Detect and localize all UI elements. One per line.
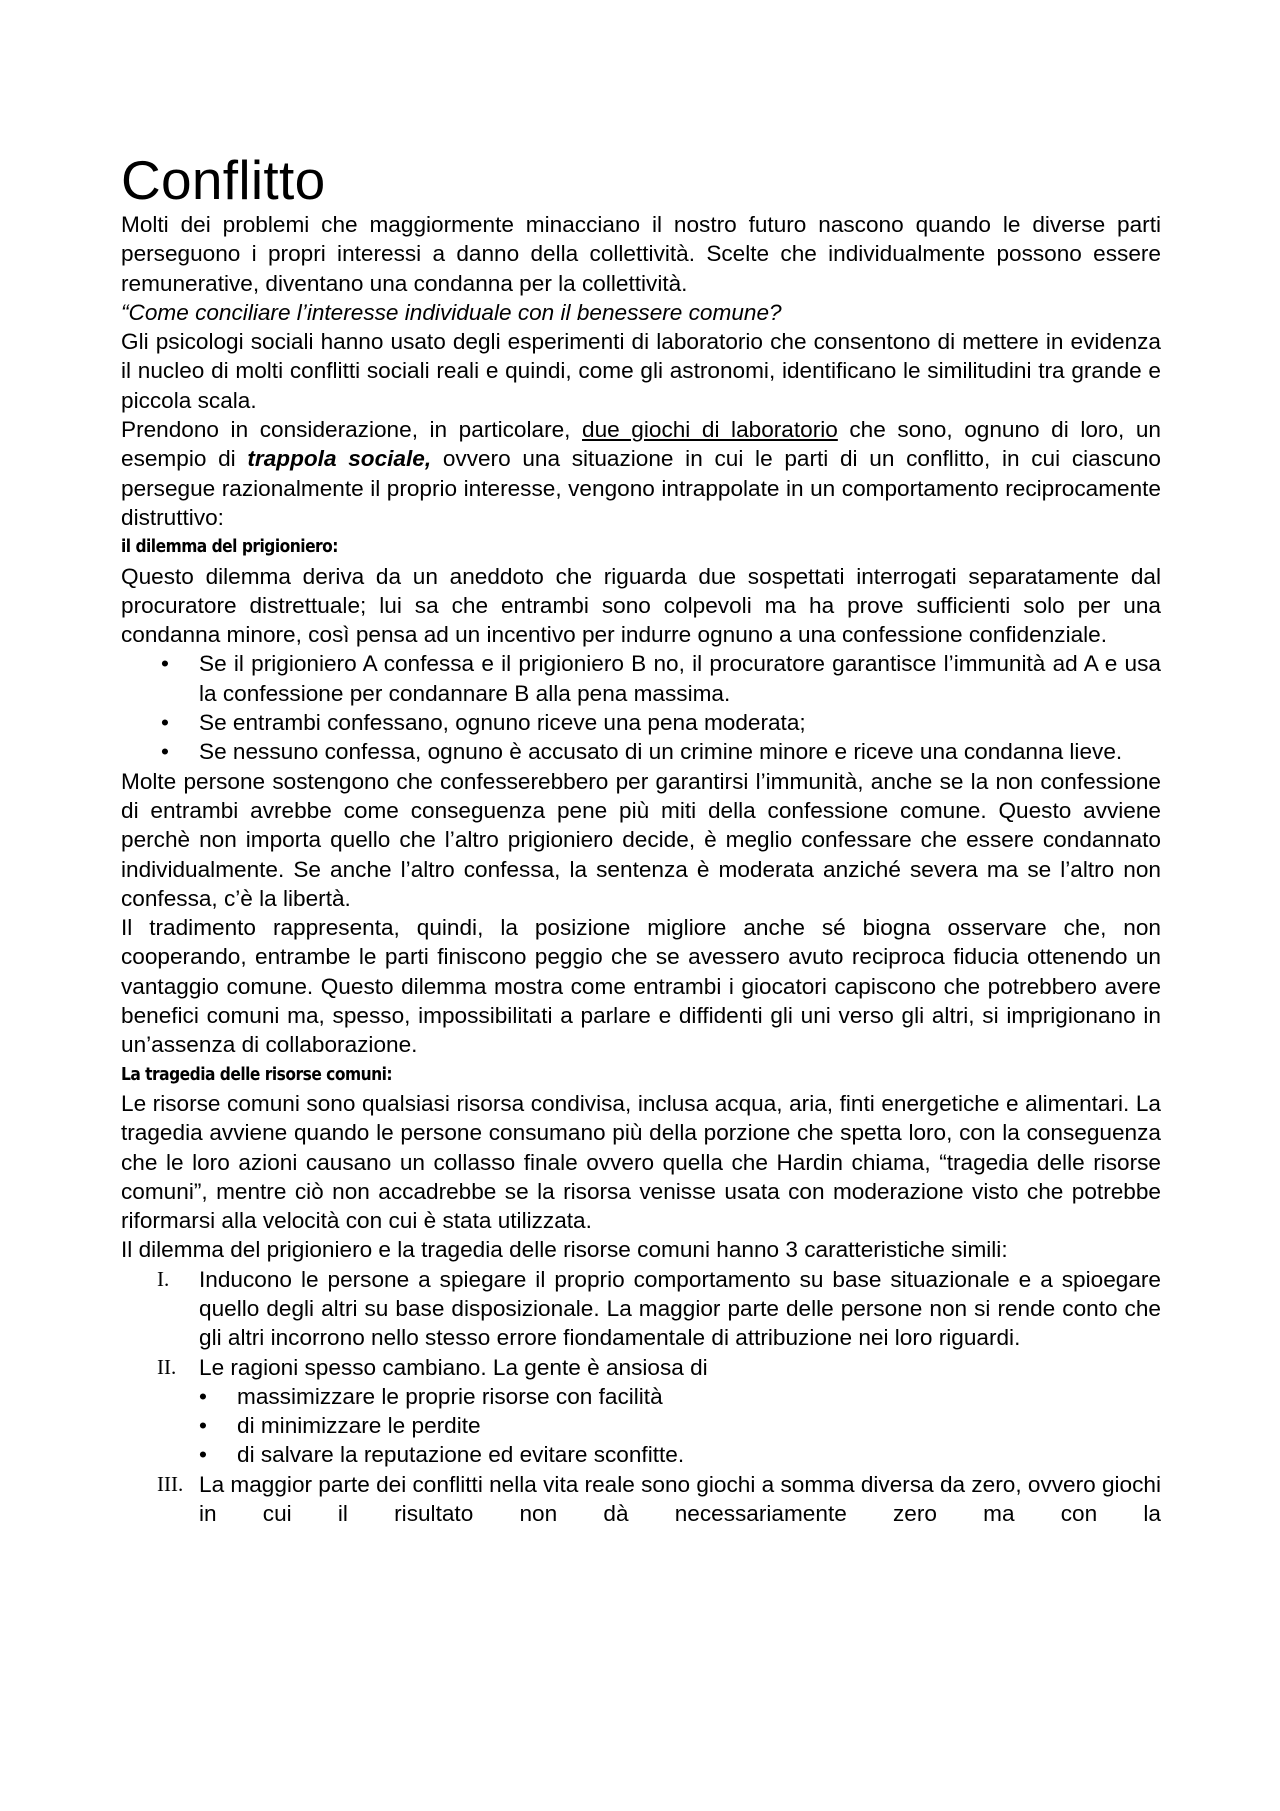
prisoner-paragraph: Questo dilemma deriva da un aneddoto che riguarda due sospettati interrogati separatamente dal procuratore distrettuale; lui sa che entrambi sono colpevoli ma ha prove sufficienti solo per una condanna minore, così pensa ad un incentivo per indurre ognuno a una confessione confidenziale. bbox=[121, 563, 1161, 648]
commons-paragraph-2: Il dilemma del prigioniero e la tragedia delle risorse comuni hanno 3 caratteristiche simili: bbox=[121, 1237, 1008, 1263]
list-item bbox=[121, 649, 1161, 708]
bullet-icon: • bbox=[161, 651, 169, 677]
sub-list-item-text: massimizzare le proprie risorse con facilità bbox=[237, 1383, 663, 1409]
bullet-icon: • bbox=[199, 1442, 207, 1468]
lab-games-underlined: due giochi di laboratorio bbox=[582, 417, 838, 443]
prisoner-bullet-list bbox=[121, 649, 1161, 766]
section-heading-commons: La tragedia delle risorse comuni: bbox=[121, 1063, 393, 1085]
sub-list-item-text: di salvare la reputazione ed evitare sconfitte. bbox=[237, 1442, 685, 1468]
intro-paragraph: Molti dei problemi che maggiormente minacciano il nostro futuro nascono quando le diverse parti perseguono i propri interessi a danno della collettività. Scelte che individualmente possono essere remunerative, diventano una condanna per la collettività. bbox=[121, 212, 1161, 296]
list-item-text: Le ragioni spesso cambiano. La gente è ansiosa di bbox=[199, 1354, 708, 1380]
sub-list-item bbox=[199, 1440, 1161, 1469]
sub-list-item bbox=[199, 1382, 1161, 1411]
list-item-text: Se nessuno confessa, ognuno è accusato di un crimine minore e riceve una condanna lieve. bbox=[199, 739, 1123, 765]
intro-paragraph-2: Gli psicologi sociali hanno usato degli esperimenti di laboratorio che consentono di mettere in evidenza il nucleo di molti conflitti sociali reali e quindi, come gli astronomi, identificano le similitudini tra grande e piccola scala. bbox=[121, 329, 1161, 413]
features-roman-list bbox=[121, 1265, 1161, 1529]
document-page bbox=[121, 150, 1161, 1528]
list-item bbox=[121, 737, 1161, 766]
roman-numeral: III. bbox=[157, 1471, 184, 1496]
list-item bbox=[121, 1265, 1161, 1353]
list-item-text: La maggior parte dei conflitti nella vita reale sono giochi a somma diversa da zero, ovvero giochi in cui il risultato non dà necessariamente zero ma con la bbox=[199, 1471, 1161, 1527]
sub-bullet-list bbox=[199, 1382, 1161, 1470]
section-heading-prisoner: il dilemma del prigioniero: bbox=[121, 536, 338, 558]
list-item-text: Se entrambi confessano, ognuno riceve una pena moderata; bbox=[199, 710, 806, 736]
prisoner-paragraph-3: Il tradimento rappresenta, quindi, la posizione migliore anche sé biogna osservare che, non cooperando, entrambe le parti finiscono peggio che se avessero avuto reciproca fiducia ottenendo un vantaggio comune. Questo dilemma mostra come entrambi i giocatori capiscono che potrebbero avere benefici comuni ma, spesso, impossibilitati a parlare e diffidenti gli uni verso gli altri, si imprigionano in un’assenza di collaborazione. bbox=[121, 915, 1161, 1058]
intro-text-b: che sono, ognuno di loro, un esempio di bbox=[121, 417, 1161, 472]
bullet-icon: • bbox=[161, 710, 169, 736]
list-item bbox=[121, 1353, 1161, 1470]
list-item bbox=[121, 1470, 1161, 1529]
intro-text-a: Prendono in considerazione, in particolare, bbox=[121, 417, 583, 443]
bullet-icon: • bbox=[161, 739, 169, 765]
bullet-icon: • bbox=[199, 1383, 207, 1409]
list-item-text: Se il prigioniero A confessa e il prigioniero B no, il procuratore garantisce l’immunità ad A e usa la confessione per condannare B alla pena massima. bbox=[199, 651, 1161, 706]
commons-paragraph: Le risorse comuni sono qualsiasi risorsa condivisa, inclusa acqua, aria, finti energetiche e alimentari. La tragedia avviene quando le persone consumano più della porzione che spetta loro, con la conseguenza che le loro azioni causano un collasso finale ovvero quella che Hardin chiama, “tragedia delle risorse comuni”, mentre ciò non accadrebbe se la risorsa venisse usata con moderazione visto che potrebbe riformarsi alla velocità con cui è stata utilizzata. bbox=[121, 1090, 1161, 1234]
prisoner-paragraph-2: Molte persone sostengono che confesserebbero per garantirsi l’immunità, anche se la non confessione di entrambi avrebbe come conseguenza pene più miti della confessione comune. Questo avviene perchè non importa quello che l’altro prigioniero decide, è meglio confessare che essere condannato individualmente. Se anche l’altro confessa, la sentenza è moderata anziché severa ma se l’altro non confessa, c’è la libertà. bbox=[121, 768, 1161, 911]
list-item bbox=[121, 708, 1161, 737]
intro-question: “Come conciliare l’interesse individuale con il benessere comune? bbox=[121, 299, 782, 325]
sub-list-item-text: di minimizzare le perdite bbox=[237, 1413, 481, 1439]
roman-numeral: I. bbox=[157, 1266, 170, 1291]
intro-paragraph-3 bbox=[121, 415, 1161, 532]
sub-list-item bbox=[199, 1411, 1161, 1440]
roman-numeral: II. bbox=[157, 1354, 177, 1379]
bullet-icon: • bbox=[199, 1413, 207, 1439]
intro-text-c: ovvero una situazione in cui le parti di un conflitto, in cui ciascuno persegue razionalmente il proprio interesse, vengono intrappolate in un comportamento reciprocamente distruttivo: bbox=[121, 446, 1161, 530]
page-title: Conflitto bbox=[121, 149, 326, 211]
social-trap-term: trappola sociale, bbox=[247, 446, 432, 472]
list-item-text: Inducono le persone a spiegare il proprio comportamento su base situazionale e a spioegare quello degli altri su base disposizionale. La maggior parte delle persone non si rende conto che gli altri incorrono nello stesso errore fiondamentale di attribuzione nei loro riguardi. bbox=[199, 1266, 1161, 1351]
